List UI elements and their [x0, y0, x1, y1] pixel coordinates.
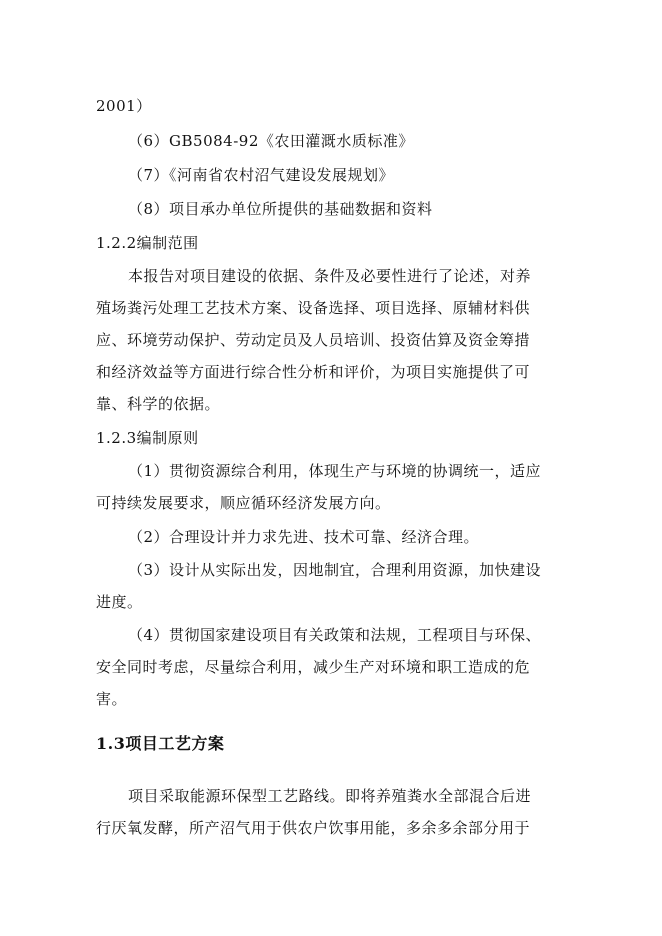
reference-item: （6）GB5084-92《农田灌溉水质标准》 [128, 132, 414, 150]
paragraph-line: （2）合理设计并力求先进、技术可靠、经济合理。 [128, 528, 480, 546]
section-heading: 1.3项目工艺方案 [96, 734, 225, 753]
paragraph-line: （3）设计从实际出发，因地制宜，合理利用资源，加快建设 [128, 561, 542, 579]
text-line: 2001） [96, 97, 152, 115]
paragraph-line: 应、环境劳动保护、劳动定员及人员培训、投资估算及资金筹措 [96, 331, 531, 349]
paragraph-line: 进度。 [96, 593, 143, 611]
reference-item: （7）《河南省农村沼气建设发展规划》 [128, 166, 395, 184]
paragraph-line: （4）贯彻国家建设项目有关政策和法规，工程项目与环保、 [128, 626, 542, 644]
paragraph-line: 殖场粪污处理工艺技术方案、设备选择、项目选择、原辅材料供 [96, 299, 531, 317]
paragraph-line: 行厌氧发酵，所产沼气用于供农户饮事用能，多余多余部分用于 [96, 819, 531, 837]
paragraph-line: 靠、科学的依据。 [96, 395, 221, 413]
paragraph-line: 项目采取能源环保型工艺路线。即将养殖粪水全部混合后进 [128, 787, 532, 805]
paragraph-line: 害。 [96, 690, 128, 708]
paragraph-line: 可持续发展要求，顺应循环经济发展方向。 [96, 494, 391, 512]
paragraph-line: （1）贯彻资源综合利用，体现生产与环境的协调统一，适应 [128, 462, 542, 480]
paragraph-line: 本报告对项目建设的依据、条件及必要性进行了论述，对养 [128, 267, 532, 285]
reference-item: （8）项目承办单位所提供的基础数据和资料 [128, 200, 433, 218]
subsection-heading: 1.2.3编制原则 [96, 429, 199, 447]
subsection-heading: 1.2.2编制范围 [96, 234, 199, 252]
paragraph-line: 安全同时考虑，尽量综合利用，减少生产对环境和职工造成的危 [96, 658, 531, 676]
paragraph-line: 和经济效益等方面进行综合性分析和评价，为项目实施提供了可 [96, 363, 531, 381]
